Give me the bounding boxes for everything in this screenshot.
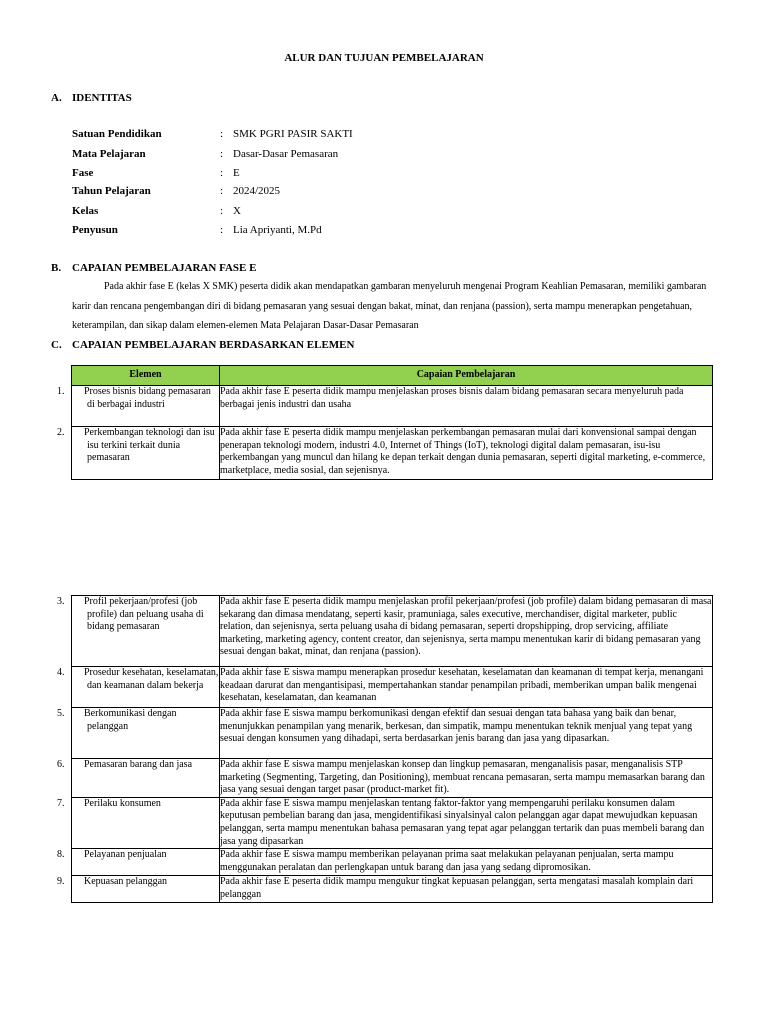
elemen-wrap <box>57 427 219 465</box>
table-row <box>72 849 713 876</box>
elemen-text: Perkembangan teknologi dan isu isu terkini terkait dunia pemasaran <box>84 427 215 464</box>
elemen-text: Perilaku konsumen <box>84 797 161 809</box>
row-number: 2. <box>57 427 65 438</box>
elemen-wrap <box>57 708 219 733</box>
section-b-title: CAPAIAN PEMBELAJARAN FASE E <box>72 262 257 274</box>
elemen-text: Kepuasan pelanggan <box>84 876 168 888</box>
identity-value-class: X <box>233 205 241 217</box>
capaian-table-part-1 <box>57 365 713 480</box>
elemen-text: Pemasaran barang dan jasa <box>84 759 193 770</box>
identity-label: Tahun Pelajaran <box>72 185 151 197</box>
elemen-wrap <box>57 876 219 889</box>
elemen-wrap <box>57 667 219 692</box>
elemen-text: Proses bisnis bidang pemasaran di berbagai industri <box>84 386 211 410</box>
capaian-table-part-2 <box>57 595 713 903</box>
capaian-cell: Pada akhir fase E peserta didik mampu mengukur tingkat kepuasan pelanggan, serta mengatasi masalah komplain dari pelanggan <box>220 876 713 903</box>
table-row <box>72 667 713 708</box>
capaian-cell: Pada akhir fase E siswa mampu menjelaskan tentang faktor-faktor yang mempengaruhi perilaku konsumen dalam keputusan pembelian barang dan jasa, mengidentifikasi sinyalsinyal calon pelanggan agar dapat mewujudkan kepuasan pelanggan, serta mampu menentukan bahasa pemasaran yang tepat agar pelanggan tertarik dan puas membeli barang dan jasa yang dipasarkan <box>220 797 713 848</box>
identity-colon: : <box>220 185 224 197</box>
row-number: 3. <box>57 596 65 607</box>
section-c-title: CAPAIAN PEMBELAJARAN BERDASARKAN ELEMEN <box>72 339 355 351</box>
table-row <box>72 797 713 848</box>
elemen-cell <box>57 876 220 903</box>
row-number: 6. <box>57 759 65 770</box>
elemen-wrap <box>57 797 219 811</box>
identity-colon: : <box>220 128 224 140</box>
identity-value-school: SMK PGRI PASIR SAKTI <box>233 128 353 140</box>
elemen-wrap <box>57 849 219 862</box>
row-number: 8. <box>57 849 65 861</box>
identity-label: Mata Pelajaran <box>72 148 146 160</box>
section-b-paragraph <box>72 277 712 336</box>
header-capaian: Capaian Pembelajaran <box>220 366 713 386</box>
section-a-title: IDENTITAS <box>72 92 132 104</box>
table-row <box>72 708 713 759</box>
section-b-letter: B. <box>51 262 62 274</box>
identity-value-phase: E <box>233 167 240 179</box>
identity-colon: : <box>220 148 224 160</box>
header-elemen: Elemen <box>72 366 220 386</box>
row-number: 4. <box>57 667 65 678</box>
elemen-wrap <box>57 596 219 634</box>
table-row <box>72 596 713 667</box>
elemen-cell <box>57 708 220 759</box>
capaian-cell: Pada akhir fase E siswa mampu memberikan pelayanan prima saat melakukan pelayanan penjualan, serta mampu menggunakan peralatan dan perlengkapan untuk barang dan jasa yang sedang dipromosikan. <box>220 849 713 876</box>
elemen-wrap <box>57 386 219 411</box>
section-a-letter: A. <box>51 92 62 104</box>
elemen-cell <box>57 849 220 876</box>
row-number: 7. <box>57 797 65 809</box>
elemen-cell <box>57 386 220 427</box>
identity-colon: : <box>220 167 224 179</box>
capaian-cell: Pada akhir fase E peserta didik mampu menjelaskan profil pekerjaan/profesi (job profile) dalam bidang pemasaran di masa sekarang dan dimasa mendatang, seperti kasir, pramuniaga, sales executive, merchandiser, digital marketer, public relation, dan sejenisnya, serta peluang usaha di bidang pemasaran, seperti dropshipping, drop servicing, affiliate marketing, marketing agency, content creator, dan sejenisnya, serta mampu menentukan karir di bidang pemasaran yang sesuai dengan bakat, minat, dan renjana (passion). <box>220 596 713 667</box>
elemen-text: Profil pekerjaan/profesi (job profile) dan peluang usaha di bidang pemasaran <box>84 596 204 633</box>
identity-colon: : <box>220 224 224 236</box>
table-row <box>72 876 713 903</box>
table-row <box>72 427 713 480</box>
identity-value-subject: Dasar-Dasar Pemasaran <box>233 148 339 160</box>
elemen-cell <box>57 759 220 798</box>
identity-label: Kelas <box>72 205 99 217</box>
identity-colon: : <box>220 205 224 217</box>
elemen-wrap <box>57 759 219 772</box>
elemen-text: Berkomunikasi dengan pelanggan <box>84 708 177 732</box>
identity-value-author: Lia Apriyanti, M.Pd <box>233 224 322 236</box>
table-row <box>72 386 713 427</box>
elemen-cell <box>57 427 220 480</box>
capaian-cell: Pada akhir fase E siswa mampu berkomunikasi dengan efektif dan sesuai dengan tata bahasa yang baik dan benar, menunjukkan penampilan yang menarik, berkesan, dan simpatik, mampu menentukan teknik menjual yang tepat yang sesuai dengan konsumen yang dihadapi, serta berdasarkan jenis barang dan jasa yang dipasarkan. <box>220 708 713 759</box>
elemen-cell <box>57 596 220 667</box>
row-number: 5. <box>57 708 65 719</box>
section-c-letter: C. <box>51 339 62 351</box>
section-b-paragraph-text: Pada akhir fase E (kelas X SMK) peserta didik akan mendapatkan gambaran menyeluruh mengenai Program Keahlian Pemasaran, memiliki gambaran karir dan rencana pengembangan diri di bidang pemasaran yang sesuai dengan bakat, minat, dan renjana (passion), serta mampu menerapkan pengetahuan, keterampilan, dan sikap dalam elemen-elemen Mata Pelajaran Dasar-Dasar Pemasaran <box>72 281 707 331</box>
document-title: ALUR DAN TUJUAN PEMBELAJARAN <box>284 52 484 64</box>
identity-label: Fase <box>72 167 94 179</box>
elemen-text: Prosedur kesehatan, keselamatan, dan keamanan dalam bekerja <box>84 667 219 691</box>
row-number: 1. <box>57 386 65 397</box>
row-number: 9. <box>57 876 65 888</box>
capaian-cell: Pada akhir fase E peserta didik mampu menjelaskan proses bisnis dalam bidang pemasaran secara menyeluruh pada berbagai jenis industri dan usaha <box>220 386 713 427</box>
identity-value-year: 2024/2025 <box>233 185 281 197</box>
capaian-cell: Pada akhir fase E peserta didik mampu menjelaskan perkembangan pemasaran mulai dari konvensional sampai dengan penerapan teknologi modern, industri 4.0, Internet of Things (IoT), teknologi digital dalam pemasaran, isu-isu perkembangan yang muncul dan hilang ke depan terkait dengan dunia pemasaran, seperti digital marketing, e-commerce, marketplace, media sosial, dan sejenisnya. <box>220 427 713 480</box>
elemen-text: Pelayanan penjualan <box>84 849 167 861</box>
elemen-cell <box>57 797 220 848</box>
table-header-row <box>72 366 713 386</box>
elemen-cell <box>57 667 220 708</box>
identity-label: Satuan Pendidikan <box>72 128 162 140</box>
table-row <box>72 759 713 798</box>
capaian-cell: Pada akhir fase E siswa mampu menjelaskan konsep dan lingkup pemasaran, menganalisis pasar, menganalisis STP marketing (Segmenting, Targeting, dan Positioning), membuat rencana pemasaran, serta mampu memasarkan barang dan jasa yang sesuai dengan target pasar (product-market fit). <box>220 759 713 798</box>
identity-label: Penyusun <box>72 224 118 236</box>
capaian-cell: Pada akhir fase E siswa mampu menerapkan prosedur kesehatan, keselamatan dan keamanan di tempat kerja, menangani keadaan darurat dan mengantisipasi, mempertahankan standar penampilan pribadi, memberikan umpan balik mengenai kesehatan, keselamatan, dan keamanan <box>220 667 713 708</box>
